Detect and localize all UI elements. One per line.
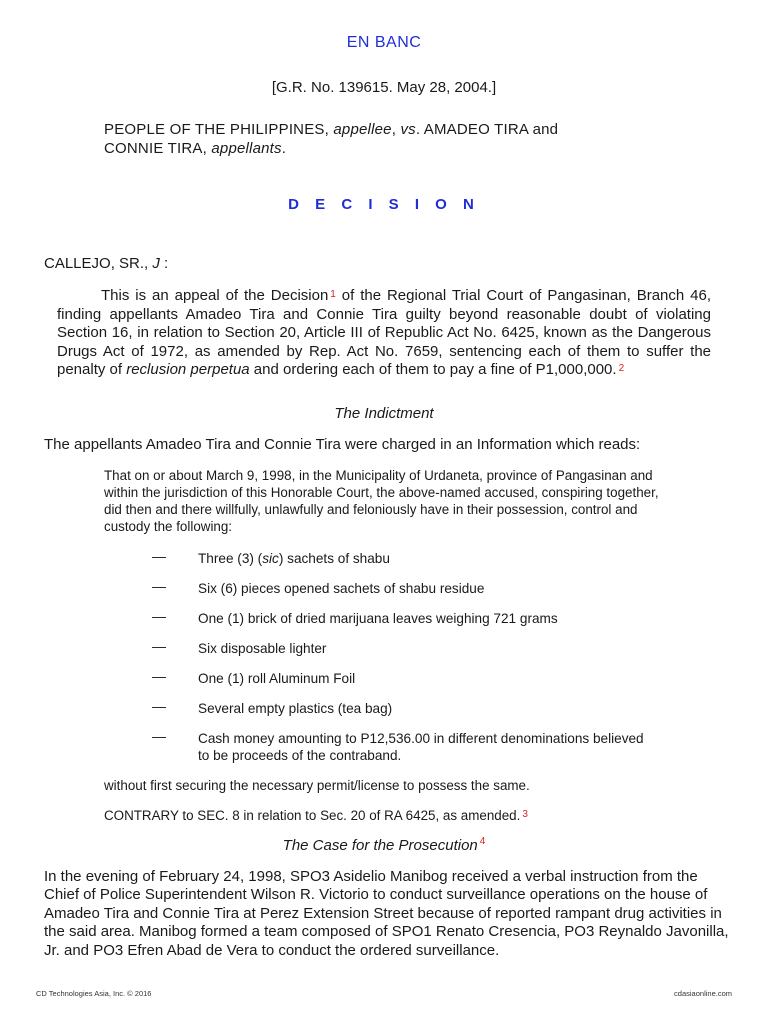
list-item-text [198,550,668,567]
intro-text-3: and ordering each of them to pay a fine of P1,000,000. [249,361,617,379]
dash-bullet: — [152,548,166,564]
list-item [152,700,672,734]
intro-text-1: This is an appeal of the Decision [101,287,329,304]
case-number: [G.R. No. 139615. May 28, 2004.] [271,79,497,96]
list-item-text: Several empty plastics (tea bag) [198,701,393,716]
item-text-end: ) sachets of shabu [278,551,390,566]
list-item [152,550,672,584]
footnote-4-link[interactable]: 4 [479,836,486,847]
contrary-text: CONTRARY to SEC. 8 in relation to Sec. 20 of RA 6425, as amended. [104,808,521,823]
list-item [152,670,672,704]
item-text: Three (3) ( [198,551,263,566]
intro-paragraph [57,287,711,380]
defendant-role: appellants [211,140,282,157]
item-italic: sic [262,551,279,566]
dash-bullet: — [152,578,166,594]
information-opening: That on or about March 9, 1998, in the Municipality of Urdaneta, province of Pangasinan and within the jurisdiction of this Honorable Court, the above-named accused, conspiring together, did then and there willfully, unlawfully and feloniously have in their possession, control and custody the following: [104,468,659,534]
intro-italic: reclusion perpetua [126,361,250,379]
list-item [152,580,672,614]
defendants-line2: CONNIE TIRA [104,140,203,157]
dash-bullet: — [152,668,166,684]
intro-text-2: of the Regional Trial Court of Pangasinan, Branch 46, finding appellants Amadeo Tira and Connie Tira guilty beyond reasonable doubt of violating Section 16, in relation to Section 20, Article III of Republic Act No. 6425, known as the Dangerous Drugs Act of 1972, as amended by Rep. Act No. 7659, sentencing each of them to suffer the penalty of [57,287,711,379]
footer-site: cdasiaonline.com [674,989,732,998]
list-item-text: Cash money amounting to P12,536.00 in different denominations believed to be proceeds of the contraband. [198,731,644,763]
prosecution-heading-text: The Case for the Prosecution [282,837,478,854]
prosecution-paragraph: In the evening of February 24, 1998, SPO3 Asidelio Manibog received a verbal instruction from the Chief of Police Superintendent Wilson R. Victorio to conduct surveillance operations on the house of Amadeo Tira and Connie Tira at Perez Extension Street because of reported rampant drug activities in the said area. Manibog formed a team composed of SPO1 Renato Cresencia, PO3 Reynaldo Javonilla, Jr. and PO3 Efren Abad de Vera to conduct the ordered surveillance. [44,868,729,959]
footnote-2-link[interactable]: 2 [618,363,625,375]
list-item [152,610,672,644]
dash-bullet: — [152,608,166,624]
information-contrary [104,807,674,824]
versus: vs [400,121,416,138]
ponente: CALLEJO, SR., J : [44,255,169,272]
list-item [152,640,672,674]
dash-bullet: — [152,728,166,744]
defendants-line1: AMADEO TIRA and [423,121,559,138]
decision-title[interactable]: D E C I S I O N [288,196,480,213]
case-parties: PEOPLE OF THE PHILIPPINES, appellee, vs. AMADEO TIRA and CONNIE TIRA, appellants. [104,121,559,157]
dash-bullet: — [152,698,166,714]
plaintiff: PEOPLE OF THE PHILIPPINES [104,121,325,138]
list-item-text: One (1) roll Aluminum Foil [198,671,356,686]
footnote-3-link[interactable]: 3 [522,809,528,820]
ponente-name: CALLEJO, SR., [44,255,149,272]
list-item-text: Six disposable lighter [198,641,327,656]
ponente-title: J [152,255,160,272]
court-division[interactable]: EN BANC [346,34,422,51]
indictment-intro: The appellants Amadeo Tira and Connie Tira were charged in an Information which reads: [44,436,641,453]
indictment-heading: The Indictment [334,405,434,422]
list-item [152,730,672,764]
list-item-text: One (1) brick of dried marijuana leaves weighing 721 grams [198,611,558,626]
list-item-text: Six (6) pieces opened sachets of shabu residue [198,581,485,596]
footer-copyright: CD Technologies Asia, Inc. © 2016 [36,989,152,998]
information-closing: without first securing the necessary permit/license to possess the same. [104,778,530,793]
prosecution-heading [0,837,768,854]
footnote-1-link[interactable]: 1 [330,289,336,300]
dash-bullet: — [152,638,166,654]
plaintiff-role: appellee [333,121,392,138]
